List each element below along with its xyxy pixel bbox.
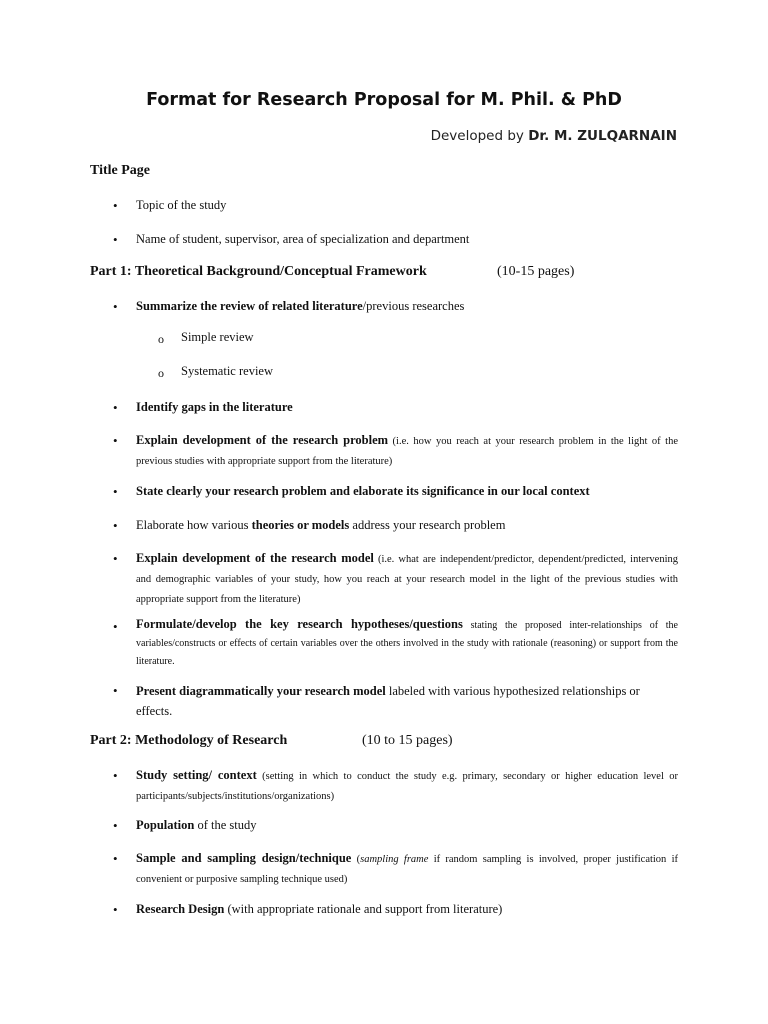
bullet-icon: • [113,619,118,634]
bullet-icon: • [113,198,118,213]
author-name: Dr. M. ZULQARNAIN [528,128,677,144]
item-text: (i.e. what are independent/predictor, dependent/predicted, intervening and demographic variables of your study, how you reach at your research model in the light of the previous studies with appropriate support from the literature) [136,554,678,605]
item-text: Elaborate how various [136,518,252,532]
bullet-icon: • [113,851,118,866]
part2-page-range: (10 to 15 pages) [362,733,453,748]
item-text: labeled with various hypothesized relationships or effects. [136,684,640,718]
title-page-heading: Title Page [90,163,151,178]
item-bold-text: Study setting/ context [136,768,257,782]
item-text: of the study [194,818,257,832]
item-text: if random sampling is involved, proper justification if convenient or purposive sampling technique used) [136,854,679,885]
list-item [136,616,678,670]
sub-list-item: Simple review [181,330,254,344]
list-item [136,297,678,316]
item-bold-text: Explain development of the research problem [136,433,389,447]
item-text: (setting in which to conduct the study e.g. primary, secondary or higher education level or participants/subjects/institutions/organizations) [136,771,678,802]
item-text: address your research problem [349,518,506,532]
list-item [136,766,678,806]
part1-heading-text: Part 1: Theoretical Background/Conceptual Framework [90,264,427,279]
list-item [136,431,678,471]
item-bold-text: Research Design [136,902,225,916]
list-item [136,900,678,919]
item-bold-text: Present diagrammatically your research model [136,684,386,698]
bullet-icon: • [113,518,118,533]
bullet-icon: • [113,299,118,314]
document-title: Format for Research Proposal for M. Phil. & PhD [146,90,622,110]
developed-by-label: Developed by [430,128,524,144]
item-bold-text: theories or models [251,518,350,532]
bullet-icon: • [113,683,118,698]
item-text: ( [351,854,361,865]
list-item [136,482,678,501]
sub-bullet-icon: o [158,366,164,380]
bullet-icon: • [113,433,118,448]
bullet-icon: • [113,400,118,415]
item-italic-text: sampling frame [360,854,429,865]
item-bold-text: Explain development of the research model [136,551,374,565]
list-item [136,849,678,889]
part2-heading [90,733,453,749]
developed-by-line [431,128,677,144]
bullet-icon: • [113,768,118,783]
bullet-icon: • [113,818,118,833]
list-item: Name of student, supervisor, area of specialization and department [136,232,470,246]
item-bold-text: Population [136,818,195,832]
sub-bullet-icon: o [158,332,164,346]
item-text: stating the proposed inter-relationships of the variables/constructs or effects of certain variables over the others involved in the study with rationale (reasoning) or support from the literature. [136,620,678,667]
list-item [136,681,678,721]
bullet-icon: • [113,551,118,566]
bullet-icon: • [113,902,118,917]
part2-heading-text: Part 2: Methodology of Research [90,733,288,748]
list-item: Topic of the study [136,198,227,212]
bullet-icon: • [113,484,118,499]
list-item [136,516,678,535]
bullet-icon: • [113,232,118,247]
item-text: (i.e. how you reach at your research problem in the light of the previous studies with appropriate support from the literature) [136,436,678,467]
list-item [136,816,678,835]
sub-list-item: Systematic review [181,364,273,378]
item-bold-text: Identify gaps in the literature [136,400,293,414]
part1-heading [90,264,575,280]
item-bold-text: Formulate/develop the key research hypotheses/questions [136,617,463,631]
item-text: /previous researches [362,299,465,313]
item-bold-text: Sample and sampling design/technique [136,851,352,865]
item-bold-text: Summarize the review of related literature [136,299,363,313]
part1-page-range: (10-15 pages) [497,264,575,279]
list-item [136,398,678,417]
item-text: (with appropriate rationale and support from literature) [224,902,503,916]
list-item [136,549,678,609]
item-bold-text: State clearly your research problem and elaborate its significance in our local context [136,484,590,498]
